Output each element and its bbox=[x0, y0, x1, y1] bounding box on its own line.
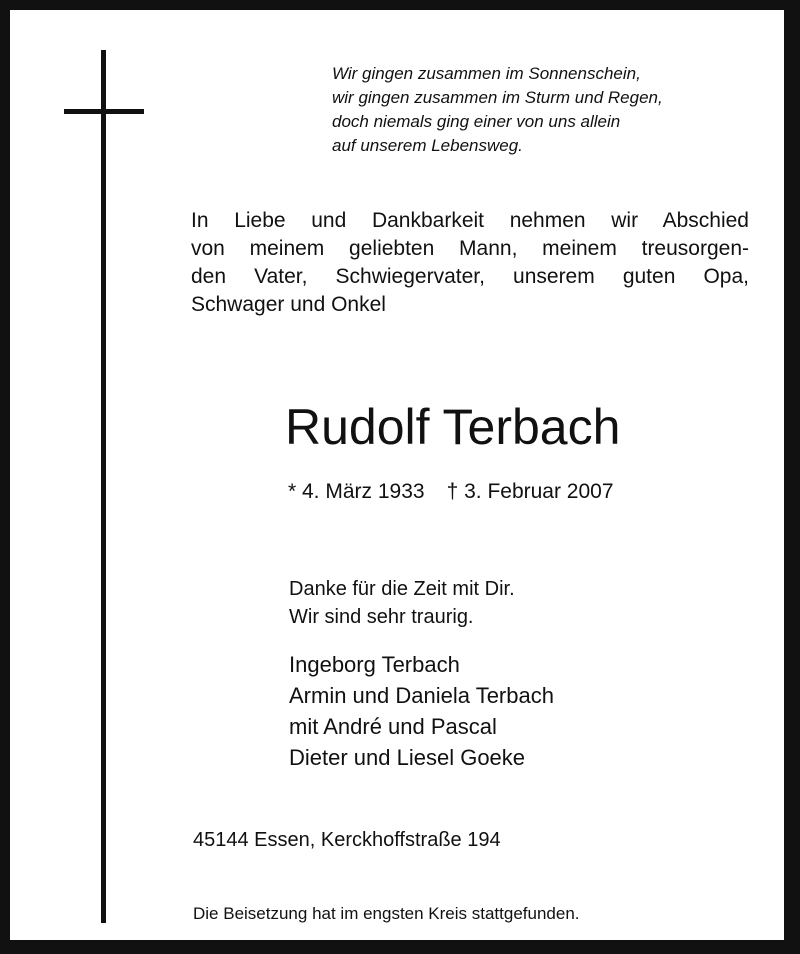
cross-icon-beam bbox=[64, 109, 144, 114]
mourner: Dieter und Liesel Goeke bbox=[289, 745, 526, 770]
mourner: Ingeborg Terbach bbox=[289, 652, 460, 677]
birth-date: * 4. März 1933 bbox=[288, 480, 425, 503]
thanks-line: Wir sind sehr traurig. bbox=[289, 606, 474, 628]
thanks-line: Danke für die Zeit mit Dir. bbox=[289, 578, 515, 600]
thanks-text bbox=[289, 575, 515, 631]
farewell-line: den Vater, Schwiegervater, unserem guten Opa, bbox=[191, 265, 749, 288]
life-dates bbox=[288, 478, 614, 506]
farewell-line: In Liebe und Dankbarkeit nehmen wir Abschied bbox=[191, 209, 749, 232]
poem-line: auf unserem Lebensweg. bbox=[332, 136, 523, 155]
poem-line: wir gingen zusammen im Sturm und Regen, bbox=[332, 88, 663, 107]
farewell-line: von meinem geliebten Mann, meinem treusorgen- bbox=[191, 237, 749, 260]
address: 45144 Essen, Kerckhoffstraße 194 bbox=[193, 829, 501, 851]
cross-icon bbox=[101, 50, 106, 923]
mourner: Armin und Daniela Terbach bbox=[289, 683, 554, 708]
poem-line: doch niemals ging einer von uns allein bbox=[332, 112, 621, 131]
death-date: † 3. Februar 2007 bbox=[446, 480, 614, 503]
burial-note: Die Beisetzung hat im engsten Kreis stattgefunden. bbox=[193, 904, 580, 923]
deceased-name: Rudolf Terbach bbox=[285, 399, 621, 455]
poem-line: Wir gingen zusammen im Sonnenschein, bbox=[332, 64, 641, 83]
poem bbox=[332, 62, 663, 158]
mourner: mit André und Pascal bbox=[289, 714, 497, 739]
mourners-list bbox=[289, 649, 554, 773]
farewell-text bbox=[191, 207, 749, 319]
farewell-line: Schwager und Onkel bbox=[191, 293, 386, 316]
